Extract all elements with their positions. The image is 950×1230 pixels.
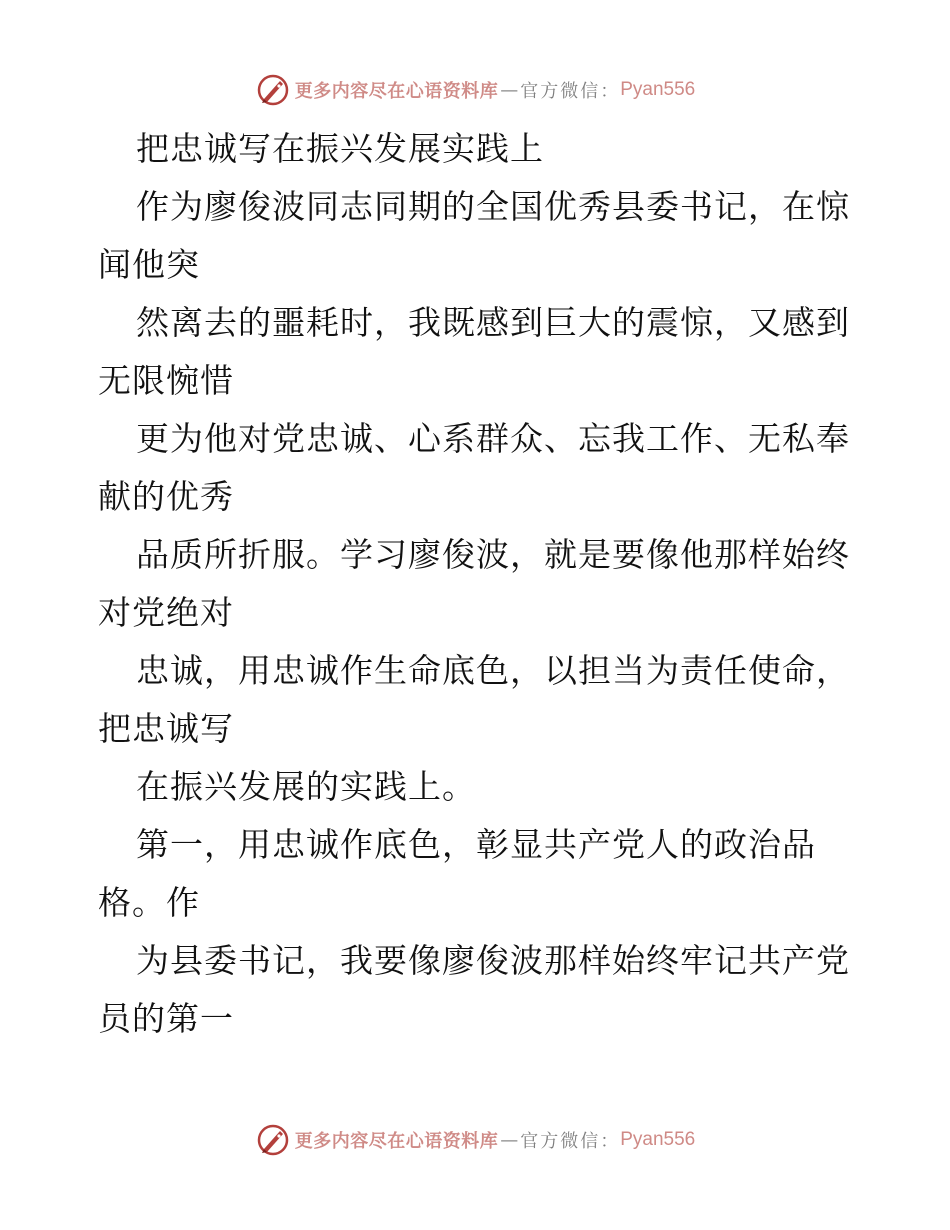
text-line: 更为他对党忠诚、心系群众、忘我工作、无私奉: [136, 419, 850, 458]
text-line: 对党绝对: [98, 593, 234, 632]
text-line: 把忠诚写在振兴发展实践上: [136, 129, 544, 168]
watermark-separator: —: [500, 79, 519, 101]
watermark-wechat-id: Pyan556: [620, 1129, 696, 1150]
text-line: 格。作: [98, 883, 200, 922]
document-body: [98, 120, 858, 1048]
text-line: 第一，用忠诚作底色，彰显共产党人的政治品: [136, 825, 816, 864]
text-line: 在振兴发展的实践上。: [136, 767, 476, 806]
text-line: 无限惋惜: [98, 361, 234, 400]
text-line: 忠诚，用忠诚作生命底色，以担当为责任使命，: [136, 651, 850, 690]
text-line: 然离去的噩耗时，我既感到巨大的震惊，又感到: [136, 303, 850, 342]
watermark-separator: —: [500, 1129, 519, 1151]
text-line: 作为廖俊波同志同期的全国优秀县委书记，在惊: [136, 187, 850, 226]
watermark-wechat-id: Pyan556: [620, 79, 696, 100]
quill-pen-logo-icon: [255, 72, 291, 108]
footer-watermark: [0, 1120, 950, 1160]
watermark-wechat-label: 官方微信：: [520, 1131, 621, 1152]
text-line: 员的第一: [98, 999, 234, 1038]
watermark-site-text: 更多内容尽在心语资料库: [294, 1131, 499, 1152]
watermark-site-text: 更多内容尽在心语资料库: [294, 81, 499, 102]
quill-pen-logo-icon: [255, 1122, 291, 1158]
header-watermark: [0, 70, 950, 110]
watermark-wechat-label: 官方微信：: [520, 81, 621, 102]
text-line: 把忠诚写: [98, 709, 234, 748]
text-line: 闻他突: [98, 245, 200, 284]
text-line: 品质所折服。学习廖俊波，就是要像他那样始终: [136, 535, 850, 574]
text-line: 为县委书记，我要像廖俊波那样始终牢记共产党: [136, 941, 850, 980]
text-line: 献的优秀: [98, 477, 234, 516]
